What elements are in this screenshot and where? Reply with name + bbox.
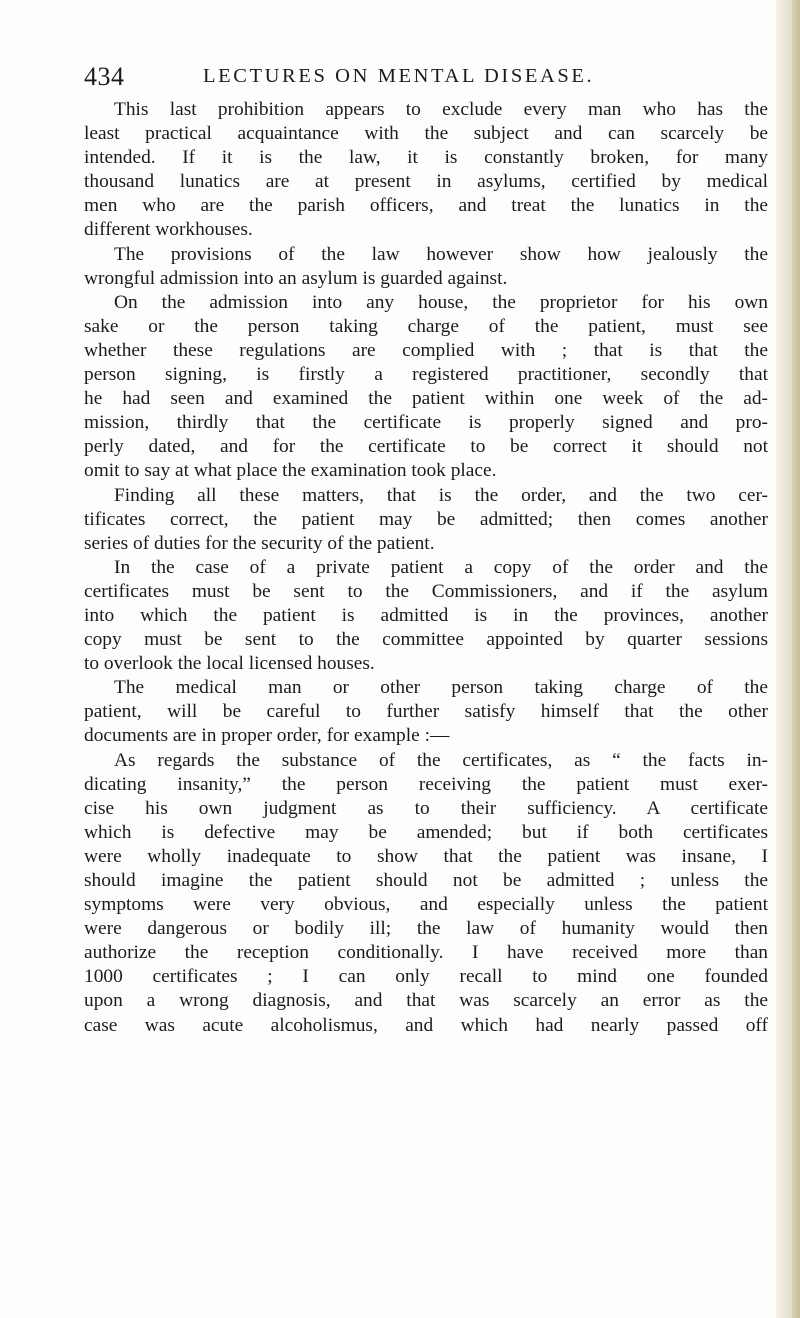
body-text [84, 98, 768, 1038]
text-line: sake or the person taking charge of the patient, must see [84, 315, 768, 337]
text-line: different workhouses. [84, 219, 253, 241]
text-line: least practical acquaintance with the subject and can scarcely be [84, 123, 768, 145]
text-line: person signing, is firstly a registered practitioner, secondly that [84, 364, 768, 386]
text-line: authorize the reception conditionally. I have received more than [84, 942, 768, 964]
text-line: mission, thirdly that the certificate is properly signed and pro- [84, 412, 768, 434]
text-line: copy must be sent to the committee appointed by quarter sessions [84, 629, 768, 651]
text-line: documents are in proper order, for example :— [84, 725, 450, 747]
text-line: upon a wrong diagnosis, and that was scarcely an error as the [84, 990, 768, 1012]
text-line: he had seen and examined the patient within one week of the ad- [84, 388, 768, 410]
text-line: were dangerous or bodily ill; the law of humanity would then [84, 918, 768, 940]
text-line: This last prohibition appears to exclude every man who has the [114, 99, 768, 120]
text-line: patient, will be careful to further satisfy himself that the other [84, 701, 768, 723]
text-line: were wholly inadequate to show that the patient was insane, I [84, 845, 768, 867]
text-line: to overlook the local licensed houses. [84, 653, 375, 675]
text-line: symptoms were very obvious, and especially unless the patient [84, 894, 768, 916]
page-edge-binding [792, 0, 800, 1318]
page-header [84, 62, 724, 102]
text-line: should imagine the patient should not be admitted ; unless the [84, 870, 768, 891]
text-line: dicating insanity,” the person receiving the patient must exer- [84, 773, 768, 795]
text-line: tificates correct, the patient may be admitted; then comes another [84, 508, 768, 530]
text-line: The medical man or other person taking charge of the [114, 677, 768, 699]
text-line: wrongful admission into an asylum is guarded against. [84, 267, 508, 289]
text-line: certificates must be sent to the Commissioners, and if the asylum [84, 580, 768, 602]
text-line: series of duties for the security of the patient. [84, 532, 435, 554]
text-line: As regards the substance of the certificates, as “ the facts in- [114, 749, 768, 771]
page-number: 434 [84, 62, 125, 91]
text-line: 1000 certificates ; I can only recall to mind one founded [84, 966, 768, 988]
text-line: perly dated, and for the certificate to be correct it should not [84, 436, 768, 458]
text-line: whether these regulations are complied with ; that is that the [84, 339, 768, 361]
text-line: into which the patient is admitted is in the provinces, another [84, 604, 768, 626]
text-line: case was acute alcoholismus, and which had nearly passed off [84, 1014, 768, 1036]
text-line: omit to say at what place the examination took place. [84, 460, 497, 482]
text-line: The provisions of the law however show how jealously the [114, 243, 768, 265]
text-line: On the admission into any house, the proprietor for his own [114, 291, 768, 313]
text-line: which is defective may be amended; but if both certificates [84, 821, 768, 843]
running-title: LECTURES ON MENTAL DISEASE. [203, 65, 595, 87]
text-line: thousand lunatics are at present in asylums, certified by medical [84, 171, 768, 193]
text-line: In the case of a private patient a copy of the order and the [114, 556, 768, 578]
text-line: cise his own judgment as to their sufficiency. A certificate [84, 797, 768, 819]
text-line: intended. If it is the law, it is constantly broken, for many [84, 147, 768, 169]
text-line: men who are the parish officers, and treat the lunatics in the [84, 195, 768, 217]
text-line: Finding all these matters, that is the order, and the two cer- [114, 484, 768, 506]
